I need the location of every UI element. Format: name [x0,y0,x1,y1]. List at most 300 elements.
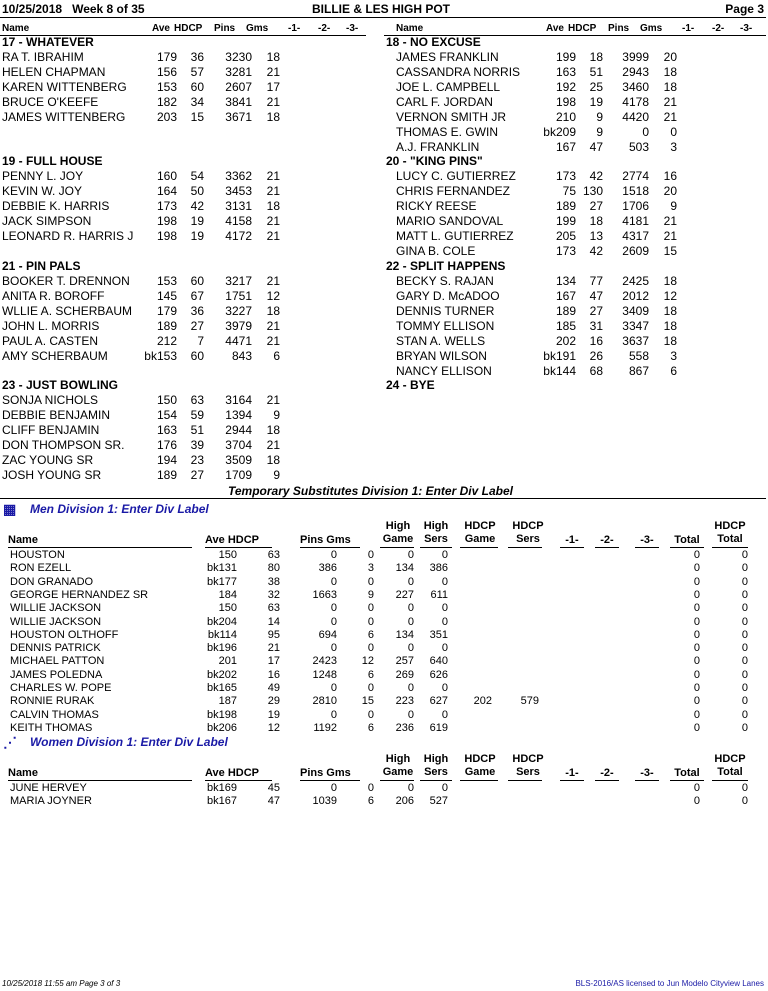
player-hdcp: 25 [589,80,603,94]
player-pins: 3509 [225,453,252,467]
header-underline [560,780,584,781]
sub-htotal: 0 [741,721,748,734]
sub-hs: 0 [441,602,448,615]
player-hdcp: 57 [190,65,204,79]
sub-name: CHARLES W. POPE [10,682,112,694]
player-pins: 2943 [622,65,649,79]
player-ave: bk209 [543,125,576,139]
player-pins: 4178 [622,95,649,109]
sub-hg: 0 [407,549,414,561]
player-name: JOE L. CAMPBELL [396,80,501,94]
player-pins: 3453 [225,184,252,198]
subcol-hdcpgame [460,753,500,779]
player-row [386,110,766,125]
player-ave: 163 [156,423,177,437]
player-hdcp: 27 [190,319,204,333]
player-hdcp: 15 [190,110,204,124]
team-block [2,35,382,125]
sub-pins: 694 [318,628,337,641]
player-pins: 558 [628,349,649,363]
player-pins: 3217 [225,274,252,288]
player-row [386,244,766,259]
player-hdcp: 27 [190,468,204,482]
sub-hg: 236 [395,721,414,734]
player-ave: 198 [555,95,576,109]
player-name: DON THOMPSON SR. [2,438,125,452]
player-pins: 4181 [622,214,649,228]
player-gms: 18 [663,319,677,333]
player-pins: 843 [231,349,252,363]
team-name: 21 - PIN PALS [2,259,81,273]
player-gms: 18 [266,423,280,437]
sub-hs: 0 [441,549,448,561]
player-row [2,438,382,453]
sub-gms: 0 [367,575,374,588]
sub-gms: 6 [367,668,374,681]
sub-hs: 611 [430,588,448,601]
sub-hs: 0 [441,615,448,628]
player-ave: 194 [156,453,177,467]
sub-total: 0 [693,655,700,668]
sub-ave: bk204 [207,615,237,628]
team-block [2,154,382,244]
player-gms: 21 [266,214,280,228]
player-pins: 2607 [225,80,252,94]
subcol-highgame [380,520,416,546]
team-block [386,259,766,379]
subcol-highsers-line1: High [423,753,449,765]
player-hdcp: 60 [190,274,204,288]
sub-ave: bk202 [207,668,237,681]
player-row [2,468,382,483]
sub-hg: 223 [395,695,414,708]
sub-total: 0 [693,549,700,561]
player-row [2,453,382,468]
sub-hdcp: 32 [267,588,280,601]
sub-hdcp: 95 [267,628,280,641]
sub-gms: 12 [361,655,374,668]
header-underline [595,780,619,781]
team-block [386,378,766,393]
subcol-highgame-line2: Game [382,533,414,545]
sub-hdcp: 49 [267,682,280,694]
player-hdcp: 68 [589,364,603,378]
sub-htotal: 0 [741,588,748,601]
sub-total: 0 [693,575,700,588]
player-hdcp: 51 [190,423,204,437]
header-underline [380,547,414,548]
subcol-g2: -2- [600,534,614,546]
sub-htotal: 0 [741,562,748,575]
sub-gms: 0 [367,708,374,721]
sub-htotal: 0 [741,575,748,588]
player-pins: 3281 [225,65,252,79]
substitute-row [0,629,766,642]
player-ave: 160 [156,169,177,183]
sub-gms: 6 [367,628,374,641]
player-row [2,319,382,334]
sub-htotal: 0 [741,615,748,628]
player-name: A.J. FRANKLIN [396,140,480,154]
subcol-hdcpgame-line1: HDCP [464,753,496,765]
player-hdcp: 50 [190,184,204,198]
sub-total: 0 [693,668,700,681]
player-row [386,304,766,319]
subcol-hdcpsers [508,753,548,779]
sub-gms: 0 [367,602,374,615]
sub-hdcp: 45 [267,782,280,794]
sub-gms: 3 [367,562,374,575]
player-hdcp: 77 [589,274,603,288]
header-underline [300,547,360,548]
player-hdcp: 51 [589,65,603,79]
subcol-hdcptotal-line2: Total [717,766,743,778]
subcol-pinsgms: Pins Gms [300,534,351,546]
sub-hg: 257 [395,655,414,668]
sub-htotal: 0 [741,668,748,681]
player-gms: 9 [273,468,280,482]
sub-ave: 201 [218,655,237,668]
subcol-highsers-line2: Sers [424,766,448,778]
player-row [386,65,766,80]
sub-gms: 0 [367,682,374,694]
sub-pins: 0 [330,682,337,694]
player-gms: 21 [266,334,280,348]
player-hdcp: 26 [589,349,603,363]
player-ave: 203 [156,110,177,124]
sub-gms: 0 [367,549,374,561]
subcol-highgame-line2: Game [382,766,414,778]
subcol-hdcptotal [712,753,748,779]
player-gms: 6 [670,364,677,378]
substitute-row [0,589,766,602]
team-block [2,259,382,364]
sub-pins: 1039 [312,795,337,808]
player-name: NANCY ELLISON [396,364,492,378]
sub-hg: 0 [407,575,414,588]
player-gms: 9 [273,408,280,422]
sub-hdcp: 21 [267,642,280,655]
player-row [2,50,382,65]
subcol-highsers [420,753,452,779]
player-name: ANITA R. BOROFF [2,289,105,303]
player-pins: 3227 [225,304,252,318]
player-row [386,349,766,364]
team-name: 20 - "KING PINS" [386,154,483,168]
colhead-g1: -1- [288,23,301,34]
player-name: BRYAN WILSON [396,349,487,363]
sub-hdcp: 63 [267,549,280,561]
division-label: Men Division 1: Enter Div Label [30,502,209,516]
player-pins: 2944 [225,423,252,437]
sub-name: CALVIN THOMAS [10,708,99,721]
player-gms: 21 [266,229,280,243]
sub-hdcp: 17 [267,655,280,668]
sub-name: MARIA JOYNER [10,795,92,808]
player-gms: 0 [670,125,677,139]
player-gms: 21 [266,184,280,198]
subcol-highgame-line1: High [385,753,411,765]
player-gms: 18 [266,199,280,213]
subcol-g3: -3- [640,534,654,546]
sub-ave: bk198 [207,708,237,721]
header-underline [508,547,542,548]
header-underline [8,547,192,548]
men-icon: ▦ [3,501,17,517]
player-name: SONJA NICHOLS [2,393,99,407]
sub-hg: 206 [395,795,414,808]
player-pins: 4317 [622,229,649,243]
sub-name: WILLIE JACKSON [10,615,102,628]
header-underline [460,547,498,548]
player-name: MATT L. GUTIERREZ [396,229,514,243]
player-gms: 3 [670,349,677,363]
team-name: 24 - BYE [386,378,435,392]
sub-pins: 1663 [312,588,337,601]
player-gms: 18 [266,110,280,124]
player-hdcp: 63 [190,393,204,407]
player-ave: 189 [555,304,576,318]
substitute-row [0,669,766,682]
player-pins: 3230 [225,50,252,64]
player-gms: 21 [663,229,677,243]
sub-total: 0 [693,782,700,794]
sub-gms: 15 [361,695,374,708]
substitute-row [0,549,766,562]
player-ave: 153 [156,274,177,288]
sub-pins: 0 [330,708,337,721]
player-name: JAMES WITTENBERG [2,110,126,124]
sub-pins: 0 [330,549,337,561]
player-hdcp: 42 [589,169,603,183]
player-name: LEONARD R. HARRIS J [2,229,134,243]
colhead-gms: Gms [640,23,663,34]
player-gms: 18 [663,334,677,348]
player-ave: 198 [156,229,177,243]
player-name: BRUCE O'KEEFE [2,95,99,109]
colhead-name: Name [396,23,424,34]
sub-hdcp: 47 [267,795,280,808]
player-hdcp: 47 [589,289,603,303]
player-name: DEBBIE K. HARRIS [2,199,110,213]
subcol-avehdcp: Ave HDCP [205,767,259,779]
sub-total: 0 [693,695,700,708]
team-block [386,154,766,259]
sub-total: 0 [693,628,700,641]
player-row [2,408,382,423]
player-pins: 1706 [622,199,649,213]
player-gms: 6 [273,349,280,363]
player-hdcp: 34 [190,95,204,109]
sub-hs: 386 [429,562,448,575]
temp-subs-rule [0,498,766,499]
player-ave: 145 [156,289,177,303]
sub-ave: 187 [218,695,237,708]
header-rule [0,17,766,18]
substitute-row [0,642,766,655]
player-row [386,229,766,244]
player-pins: 3409 [622,304,649,318]
sub-hdcp: 29 [267,695,280,708]
player-gms: 21 [266,169,280,183]
sub-htotal: 0 [741,782,748,794]
player-row [2,80,382,95]
sub-pins: 2810 [312,695,337,708]
colhead-ave: Ave [152,23,170,34]
sub-total: 0 [693,602,700,615]
subcol-hdcpgame-line2: Game [464,766,496,778]
player-pins: 3347 [622,319,649,333]
player-row [386,364,766,379]
player-hdcp: 59 [190,408,204,422]
player-name: CASSANDRA NORRIS [396,65,521,79]
player-ave: 189 [156,468,177,482]
player-ave: 164 [156,184,177,198]
player-gms: 21 [266,95,280,109]
player-hdcp: 67 [190,289,204,303]
player-gms: 21 [663,214,677,228]
player-gms: 18 [663,274,677,288]
sub-ave: bk177 [207,575,237,588]
player-ave: bk191 [543,349,576,363]
sub-hg: 0 [407,782,414,794]
player-name: GINA B. COLE [396,244,476,258]
player-ave: 176 [156,438,177,452]
sub-htotal: 0 [741,628,748,641]
colhead-gms: Gms [246,23,269,34]
player-pins: 3979 [225,319,252,333]
player-name: BECKY S. RAJAN [396,274,494,288]
player-hdcp: 19 [190,214,204,228]
header-underline [670,780,704,781]
sub-pins: 0 [330,642,337,655]
sub-hg: 134 [395,562,414,575]
player-pins: 3999 [622,50,649,64]
player-pins: 3131 [225,199,252,213]
colhead-g2: -2- [318,23,331,34]
sub-total: 0 [693,642,700,655]
sub-name: HOUSTON [10,549,65,561]
header-underline [380,780,414,781]
sub-name: GEORGE HERNANDEZ SR [10,588,149,601]
colhead-g3: -3- [346,23,359,34]
colhead-g1: -1- [682,23,695,34]
subcol-hdcptotal-line1: HDCP [714,753,746,765]
sub-pins: 1248 [312,668,337,681]
sub-hg: 0 [407,642,414,655]
sub-pins: 386 [318,562,337,575]
sub-name: HOUSTON OLTHOFF [10,628,119,641]
player-row [2,334,382,349]
player-row [386,140,766,155]
player-gms: 18 [266,453,280,467]
team-name: 19 - FULL HOUSE [2,154,103,168]
player-name: JAMES FRANKLIN [396,50,499,64]
sub-htotal: 0 [741,795,748,808]
subcol-g1: -1- [565,534,579,546]
sub-hg: 0 [407,602,414,615]
subcol-total: Total [674,767,700,779]
player-name: GARY D. McADOO [396,289,500,303]
player-name: STAN A. WELLS [396,334,486,348]
sub-hcg: 202 [473,695,492,708]
player-ave: bk153 [144,349,177,363]
sub-hg: 227 [395,588,414,601]
player-pins: 2012 [622,289,649,303]
sub-name: DENNIS PATRICK [10,642,101,655]
sub-pins: 0 [330,615,337,628]
sub-ave: bk165 [207,682,237,694]
sub-hdcp: 12 [267,721,280,734]
substitute-row [0,616,766,629]
subcol-avehdcp: Ave HDCP [205,534,259,546]
team-name: 17 - WHATEVER [2,35,94,49]
player-hdcp: 9 [596,110,603,124]
footer-license: BLS-2016/AS licensed to Jun Modelo Cityview Lanes [575,979,764,988]
player-ave: 189 [156,319,177,333]
player-hdcp: 18 [589,214,603,228]
player-name: KEVIN W. JOY [2,184,83,198]
sub-ave: 150 [218,602,237,615]
subcol-highgame-line1: High [385,520,411,532]
player-row [2,214,382,229]
subcol-highsers-line2: Sers [424,533,448,545]
player-gms: 21 [266,274,280,288]
player-row [2,199,382,214]
team-block [386,35,766,155]
sub-gms: 6 [367,795,374,808]
sub-hg: 0 [407,682,414,694]
sub-pins: 0 [330,575,337,588]
sub-name: MICHAEL PATTON [10,655,105,668]
subcol-name: Name [8,534,38,546]
player-row [386,274,766,289]
substitute-row [0,795,766,808]
player-name: AMY SCHERBAUM [2,349,108,363]
sub-hs: 640 [429,655,448,668]
player-ave: 156 [156,65,177,79]
player-name: LUCY C. GUTIERREZ [396,169,516,183]
subcol-hdcpgame [460,520,500,546]
sub-gms: 0 [367,642,374,655]
player-gms: 18 [663,80,677,94]
sub-hs: 619 [429,721,448,734]
team-name: 23 - JUST BOWLING [2,378,119,392]
player-ave: 202 [555,334,576,348]
player-name: MARIO SANDOVAL [396,214,504,228]
colhead-hdcp: HDCP [174,23,203,34]
sub-name: JAMES POLEDNA [10,668,103,681]
sub-total: 0 [693,708,700,721]
subcol-hdcpsers-line1: HDCP [512,520,544,532]
player-hdcp: 60 [190,80,204,94]
player-ave: 75 [562,184,576,198]
sub-total: 0 [693,721,700,734]
sub-gms: 0 [367,782,374,794]
sub-ave: bk167 [207,795,237,808]
player-name: CHRIS FERNANDEZ [396,184,511,198]
sub-hdcp: 63 [267,602,280,615]
player-ave: 185 [555,319,576,333]
subcol-hdcpgame-line2: Game [464,533,496,545]
substitute-row [0,695,766,708]
colhead-ave: Ave [546,23,564,34]
sub-gms: 9 [367,588,374,601]
subcol-highsers-line1: High [423,520,449,532]
player-name: JOHN L. MORRIS [2,319,100,333]
player-gms: 21 [663,95,677,109]
player-ave: 199 [555,214,576,228]
